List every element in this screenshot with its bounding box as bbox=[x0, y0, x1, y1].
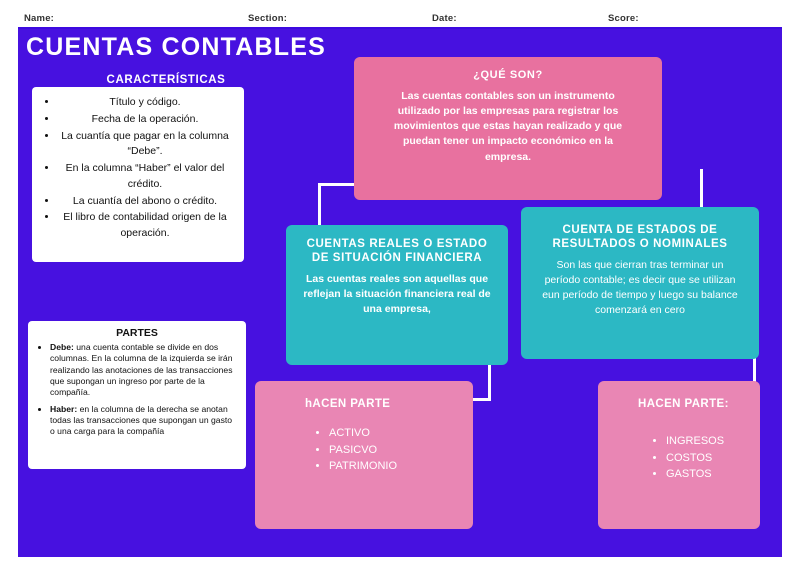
partes-term-debe: Debe: bbox=[50, 342, 74, 352]
hacen-parte-right-card bbox=[598, 381, 760, 529]
partes-card bbox=[28, 321, 246, 469]
diagram-canvas bbox=[18, 29, 782, 557]
list-item: • La cuantía del abono o crédito. bbox=[58, 194, 232, 210]
caracteristicas-heading: CARACTERÍSTICAS bbox=[106, 74, 226, 86]
partes-text-debe: una cuenta contable se divide en dos columnas. En la columna de la izquierda se irán realizando las anotaciones de las transacciones que supongan un ingreso por parte de la compañía. bbox=[50, 342, 233, 398]
list-item: • Título y código. bbox=[58, 95, 232, 111]
hacen-parte-left-title: hACEN PARTE bbox=[305, 398, 391, 410]
que-son-body: Las cuentas contables son un instrumento utilizado por las empresas para registrar los movimientos que estas hayan realizado y que puedan tener un impacto económico en la empresa. bbox=[393, 89, 623, 163]
cuentas-reales-body: Las cuentas reales son aquellas que reflejan la situación financiera real de una empresa, bbox=[303, 272, 491, 316]
caracteristicas-card bbox=[32, 87, 244, 262]
score-field-label: Score: bbox=[608, 13, 639, 24]
que-son-title: ¿QUÉ SON? bbox=[473, 69, 543, 81]
list-item: • En la columna “Haber” el valor del crédito. bbox=[58, 161, 232, 193]
partes-term-haber: Haber: bbox=[50, 403, 78, 414]
list-item: • La cuantía que pagar en la columna “Debe”. bbox=[58, 129, 232, 161]
partes-list bbox=[36, 342, 238, 438]
page-title: CUENTAS CONTABLES bbox=[26, 33, 327, 61]
cuentas-reales-title: CUENTAS REALES O ESTADO DE SITUACIÓN FINANCIERA bbox=[306, 238, 488, 265]
partes-title: PARTES bbox=[116, 327, 158, 339]
section-field-label: Section: bbox=[248, 13, 288, 24]
cuenta-estados-title: CUENTA DE ESTADOS DE RESULTADOS O NOMINALES bbox=[552, 224, 728, 251]
name-field-label: Name: bbox=[24, 13, 55, 24]
caracteristicas-list bbox=[36, 95, 236, 242]
list-item: • COSTOS bbox=[666, 450, 748, 467]
date-field-label: Date: bbox=[432, 13, 457, 24]
list-item: • PATRIMONIO bbox=[329, 458, 461, 475]
hacen-parte-right-title: HACEN PARTE: bbox=[638, 398, 729, 410]
partes-text-haber: en la columna de la derecha se anotan todas las transacciones que supongan un gasto o una carga para la compañía bbox=[50, 403, 233, 437]
list-item: • GASTOS bbox=[666, 466, 748, 483]
list-item: • PASICVO bbox=[329, 442, 461, 459]
list-item: • INGRESOS bbox=[666, 433, 748, 450]
list-item bbox=[50, 404, 238, 438]
hacen-parte-right-list bbox=[610, 433, 748, 483]
list-item bbox=[50, 342, 238, 399]
cuenta-estados-card bbox=[521, 207, 759, 359]
que-son-card bbox=[354, 57, 662, 200]
cuenta-estados-body: Son las que cierran tras terminar un período contable; es decir que se utilizan eun período de tiempo y luego su balance comenzará en cero bbox=[542, 258, 738, 317]
hacen-parte-left-card bbox=[255, 381, 473, 529]
cuentas-reales-card bbox=[286, 225, 508, 365]
hacen-parte-left-list bbox=[267, 425, 461, 475]
worksheet-header bbox=[0, 0, 800, 28]
list-item: • ACTIVO bbox=[329, 425, 461, 442]
list-item: • Fecha de la operación. bbox=[58, 112, 232, 128]
list-item: • El libro de contabilidad origen de la operación. bbox=[58, 210, 232, 242]
